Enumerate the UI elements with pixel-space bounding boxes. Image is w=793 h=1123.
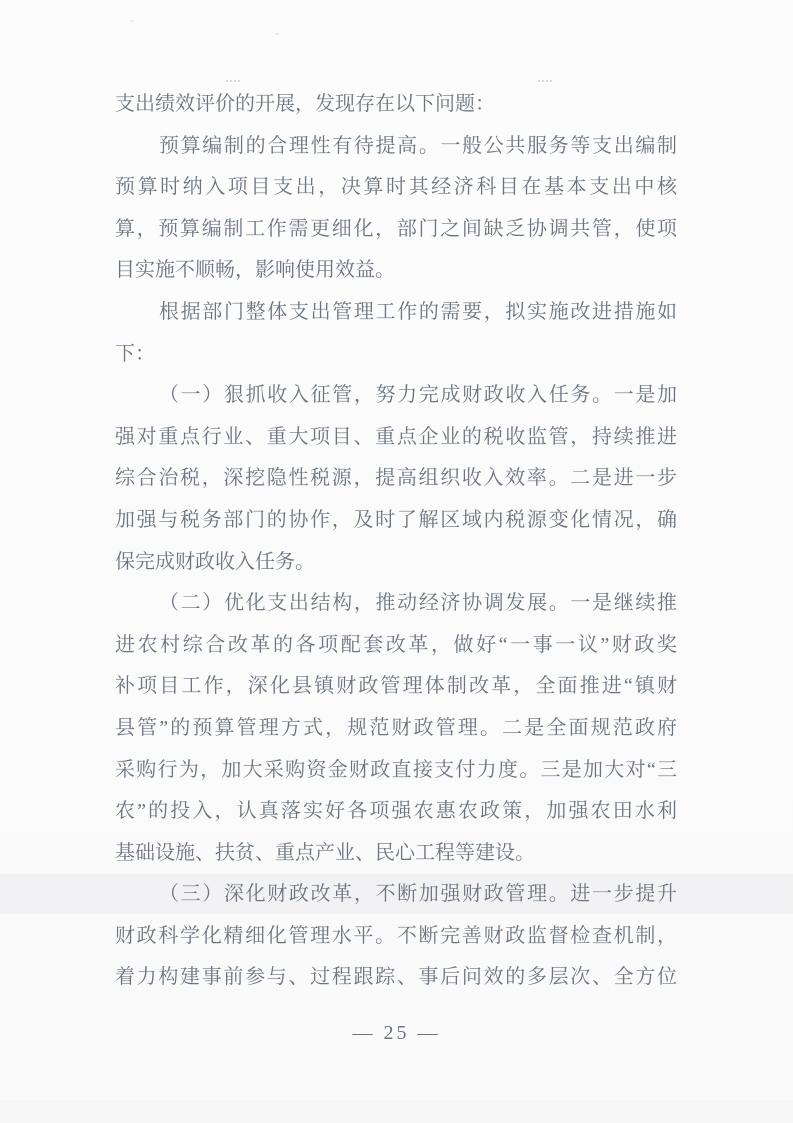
page-number: — 25 — bbox=[352, 1022, 441, 1044]
text-line: 农”的投入，认真落实好各项强农惠农政策，加强农田水利 bbox=[115, 800, 677, 823]
text-line: （三）深化财政改革，不断加强财政管理。进一步提升 bbox=[159, 883, 677, 906]
scan-speck-artifact bbox=[130, 20, 134, 22]
text-line: 加强与税务部门的协作，及时了解区域内税源变化情况，确 bbox=[115, 508, 677, 531]
text-line: 强对重点行业、重大项目、重点企业的税收监管，持续推进 bbox=[115, 425, 677, 448]
text-line: 县管”的预算管理方式，规范财政管理。二是全面规范政府 bbox=[115, 716, 677, 739]
text-line: 基础设施、扶贫、重点产业、民心工程等建设。 bbox=[115, 841, 535, 864]
text-line: 支出绩效评价的开展，发现存在以下问题： bbox=[115, 93, 495, 115]
text-line: （二）优化支出结构，推动经济协调发展。一是继续推 bbox=[159, 592, 677, 615]
text-line: 补项目工作，深化县镇财政管理体制改革，全面推进“镇财 bbox=[115, 675, 677, 698]
text-line: 财政科学化精细化管理水平。不断完善财政监督检查机制， bbox=[115, 924, 677, 947]
scan-band-artifact bbox=[0, 1100, 793, 1123]
text-line: 预算编制的合理性有待提高。一般公共服务等支出编制 bbox=[159, 134, 677, 157]
text-line: 进农村综合改革的各项配套改革，做好“一事一议”财政奖 bbox=[115, 633, 677, 656]
text-line: 着力构建事前参与、过程跟踪、事后问效的多层次、全方位 bbox=[115, 966, 677, 989]
text-line: 预算时纳入项目支出，决算时其经济科目在基本支出中核 bbox=[115, 176, 677, 199]
text-line: 目实施不顺畅，影响使用效益。 bbox=[115, 259, 395, 282]
document-text bbox=[115, 84, 677, 999]
text-line: 综合治税，深挖隐性税源，提高组织收入效率。二是进一步 bbox=[115, 467, 677, 490]
text-line: （一）狠抓收入征管，努力完成财政收入任务。一是加 bbox=[159, 384, 677, 407]
text-line: 保完成财政收入任务。 bbox=[115, 550, 315, 573]
text-line: 算，预算编制工作需更细化，部门之间缺乏协调共管，使项 bbox=[115, 217, 677, 240]
text-line: 下： bbox=[115, 342, 155, 365]
text-line: 采购行为，加大采购资金财政直接支付力度。三是加大对“三 bbox=[115, 758, 677, 781]
scan-speck-artifact bbox=[275, 33, 279, 35]
text-line: 根据部门整体支出管理工作的需要，拟实施改进措施如 bbox=[159, 300, 677, 323]
